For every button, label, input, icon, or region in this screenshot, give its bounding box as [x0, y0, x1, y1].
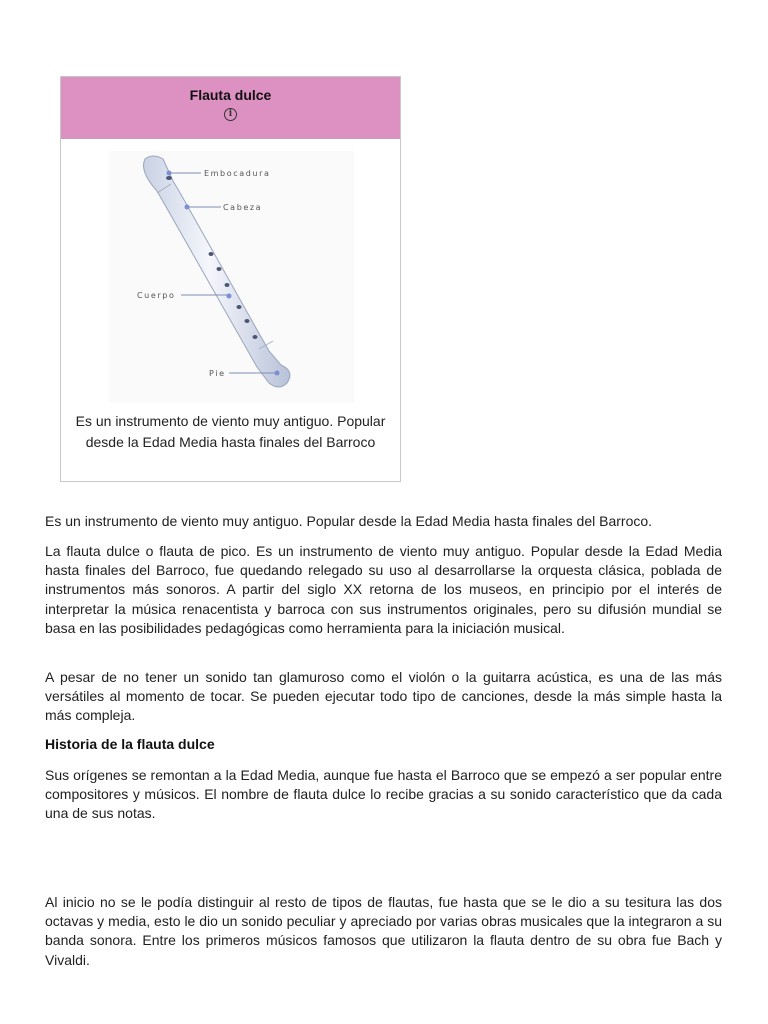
marker-pie — [275, 371, 280, 376]
infobox-title: Flauta dulce — [189, 87, 272, 103]
label-embocadura: Embocadura — [204, 169, 271, 178]
paragraph-versatility: A pesar de no tener un sonido tan glamuroso como el violón o la guitarra acústica, es una de las más versátiles al momento de tocar. Se pueden ejecutar todo tipo de canciones, desde la más simple hasta la más compleja. — [45, 669, 722, 724]
flute-illustration — [144, 156, 290, 387]
marker-embocadura — [167, 171, 172, 176]
marker-cuerpo — [227, 294, 232, 299]
paragraph-origins: Sus orígenes se remontan a la Edad Media, aunque fue hasta el Barroco que se empezó a ser popular entre compositores y músicos. El nombre de flauta dulce lo recibe gracias a su sonido característico que da cada una de sus notas. — [45, 767, 722, 822]
infobox-header — [61, 77, 400, 139]
infobox — [60, 76, 401, 482]
paragraph-description: La flauta dulce o flauta de pico. Es un instrumento de viento muy antiguo. Popular desde la Edad Media hasta finales del Barroco, fue quedando relegado su uso al desarrollarse la orquesta clásica, poblada de instrumentos más sonoros. A partir del siglo XX retorna de los museos, en principio por el interés de interpretar la música renacentista y barroca con sus instrumentos originales, pero su difusión mundial se basa en las posibilidades pedagógicas como herramienta para la iniciación musical. — [45, 543, 722, 636]
section-heading: Historia de la flauta dulce — [45, 736, 215, 752]
paragraph-tessitura: Al inicio no se le podía distinguir al resto de tipos de flautas, fue hasta que se le dio a su tesitura las dos octavas y media, esto le dio un sonido peculiar y apreciado por varias obras musicales que la integraron a su banda sonora. Entre los primeros músicos famosos que utilizaron la flauta dentro de su obra fue Bach y Vivaldi. — [45, 894, 722, 968]
recorder-diagram — [109, 151, 354, 403]
marker-cabeza — [185, 205, 190, 210]
info-icon[interactable]: i — [224, 108, 237, 121]
paragraph-intro: Es un instrumento de viento muy antiguo. Popular desde la Edad Media hasta finales del Barroco. — [45, 513, 653, 529]
recorder-diagram-svg — [109, 151, 354, 403]
label-cabeza: Cabeza — [223, 203, 263, 212]
label-cuerpo: Cuerpo — [137, 291, 176, 300]
label-pie: Pie — [209, 369, 226, 378]
infobox-caption: Es un instrumento de viento muy antiguo. Popular desde la Edad Media hasta finales del Barroco — [75, 413, 386, 450]
